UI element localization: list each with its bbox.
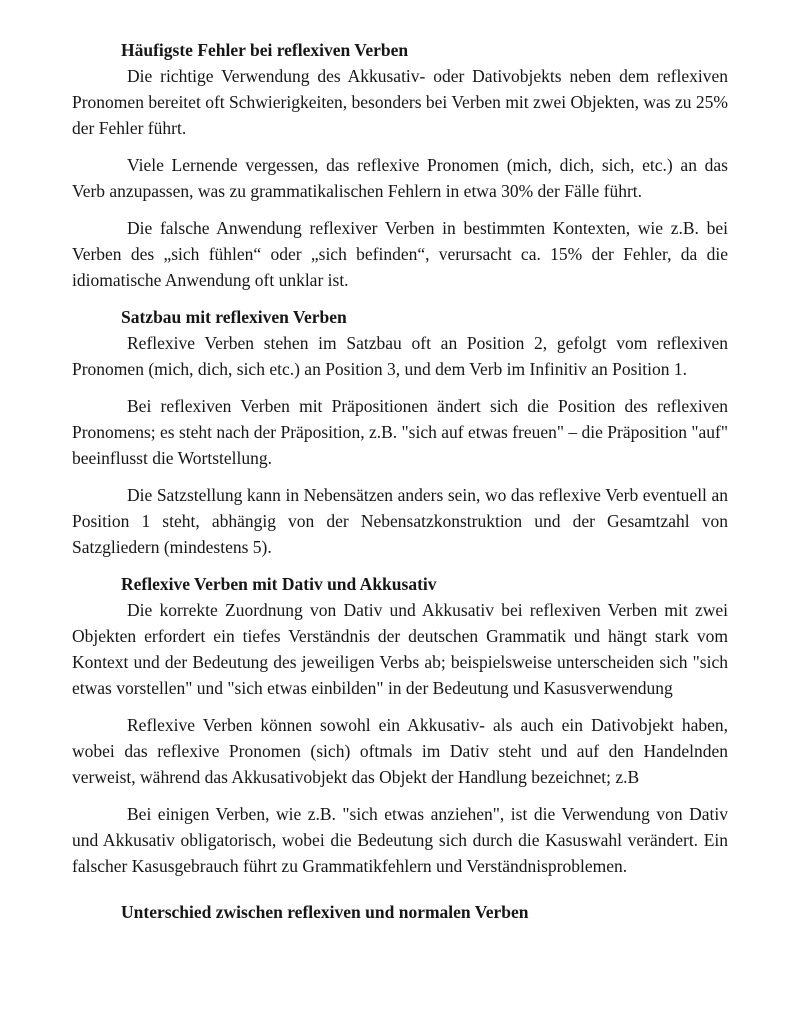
paragraph: Die richtige Verwendung des Akkusativ- oder Dativobjekts neben dem reflexiven Pronomen bereitet oft Schwierigkeiten, besonders bei Verben mit zwei Objekten, was zu 25% der Fehler führt. xyxy=(72,66,728,138)
paragraph: Reflexive Verben können sowohl ein Akkusativ- als auch ein Dativobjekt haben, wobei das reflexive Pronomen (sich) oftmals im Dativ steht und auf den Handelnden verweist, während das Akkusativobjekt das Objekt der Handlung bezeichnet; z.B xyxy=(72,715,728,787)
paragraph: Bei reflexiven Verben mit Präpositionen ändert sich die Position des reflexiven Pronomens; es steht nach der Präposition, z.B. "sich auf etwas freuen" – die Präposition "auf" beeinflusst die Wortstellung. xyxy=(72,396,729,468)
paragraph: Reflexive Verben stehen im Satzbau oft an Position 2, gefolgt vom reflexiven Pronomen (mich, dich, sich etc.) an Position 3, und dem Verb im Infinitiv an Position 1. xyxy=(72,333,728,379)
section-satzbau xyxy=(72,304,728,560)
section-dativ-akkusativ xyxy=(72,571,728,879)
section-heading: Reflexive Verben mit Dativ und Akkusativ xyxy=(121,574,437,594)
paragraph: Die falsche Anwendung reflexiver Verben in bestimmten Kontexten, wie z.B. bei Verben des „sich fühlen“ oder „sich befinden“, verursacht ca. 15% der Fehler, da die idiomatische Anwendung oft unklar ist. xyxy=(72,218,728,290)
paragraph: Die korrekte Zuordnung von Dativ und Akkusativ bei reflexiven Verben mit zwei Objekten erfordert ein tiefes Verständnis der deutschen Grammatik und hängt stark vom Kontext und der Bedeutung des jeweiligen Verbs ab; beispielsweise unterscheiden sich "sich etwas vorstellen" und "sich etwas einbilden" in der Bedeutung und Kasusverwendung xyxy=(72,600,728,698)
section-heading: Satzbau mit reflexiven Verben xyxy=(121,307,347,327)
section-unterschied xyxy=(72,899,728,925)
section-heading: Unterschied zwischen reflexiven und normalen Verben xyxy=(121,902,529,922)
paragraph: Viele Lernende vergessen, das reflexive Pronomen (mich, dich, sich, etc.) an das Verb anzupassen, was zu grammatikalischen Fehlern in etwa 30% der Fälle führt. xyxy=(72,155,728,201)
paragraph: Bei einigen Verben, wie z.B. "sich etwas anziehen", ist die Verwendung von Dativ und Akkusativ obligatorisch, wobei die Bedeutung sich durch die Kasuswahl verändert. Ein falscher Kasusgebrauch führt zu Grammatikfehlern und Verständnisproblemen. xyxy=(72,804,728,876)
paragraph: Die Satzstellung kann in Nebensätzen anders sein, wo das reflexive Verb eventuell an Position 1 steht, abhängig von der Nebensatzkonstruktion und der Gesamtzahl von Satzgliedern (mindestens 5). xyxy=(72,485,728,557)
section-heading: Häufigste Fehler bei reflexiven Verben xyxy=(121,40,409,60)
section-haeufigste-fehler xyxy=(72,37,728,293)
